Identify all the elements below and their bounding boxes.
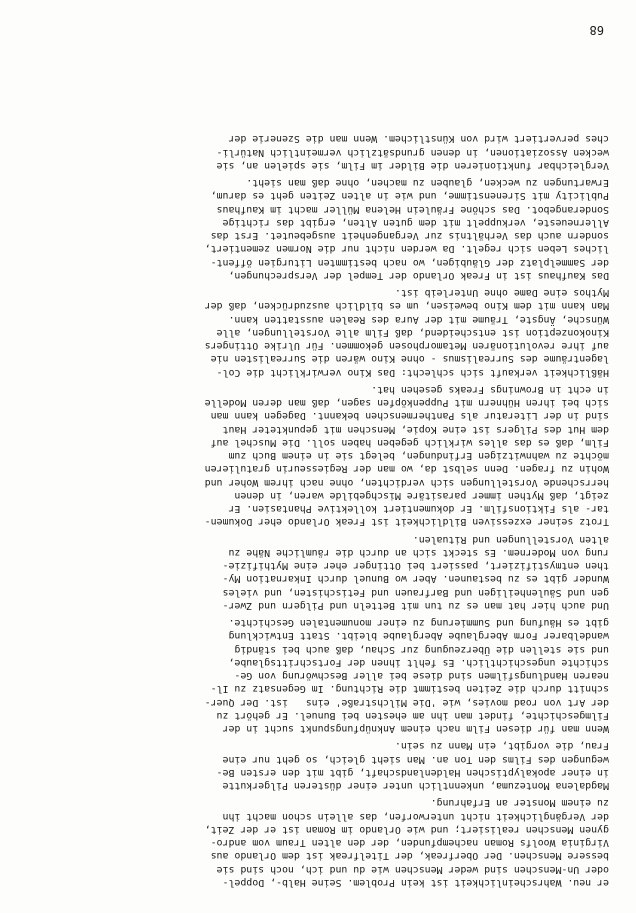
text-line: sind in der Literatur als Panthermenschen bekannt. Dagegen kann man xyxy=(210,410,609,422)
paragraph xyxy=(19,132,609,172)
text-line: Virginia Woolfs Roman nachempfunden, der den alten Traum vom andro- xyxy=(210,837,609,849)
text-line: liches Leben sich regelt. Da werden nicht nur die Normen zementiert, xyxy=(204,243,609,255)
text-line: Häßlichkeit verkauft sich schlecht: Das Kino verwirklicht die Col- xyxy=(216,366,609,378)
text-line: der Sammelplatz der Gläubigen, wo nach bestimmten Liturgien öffent- xyxy=(210,256,609,268)
paragraph xyxy=(19,286,609,379)
text-line: gen und Säulenheiligen und Barfrauen und Fetischisten, und vieles xyxy=(222,586,609,598)
text-line: der Vergänglichkeit nicht unterworfen, das allein schon macht ihn xyxy=(222,810,609,822)
text-line: Wenn man für diesen Film nach einem Anknüpfungspunkt sucht in der xyxy=(222,723,609,735)
paragraph xyxy=(19,796,609,889)
text-line: Filmgeschichte, findet man ihn am ehesten bei Bunuel. Er gehört zu xyxy=(216,710,609,721)
text-line: oder Un-Menschen sind weder Menschen wie du und ich, noch sind sie xyxy=(216,863,609,875)
text-line: Film, daß es das alles wirklich gegeben haben soll. Die Muschel auf xyxy=(210,437,609,448)
text-line: tar- als Fiktionsfilm. Er dokumentiert kollektive Phantasien. Er xyxy=(228,503,609,515)
text-line: then entmystifiziert, passiert bei Ottinger eher eine Mythifizie- xyxy=(222,560,609,572)
text-line: schnitt durch die Zeiten bestimmt die Richtung. Im Gegensatz zu Il- xyxy=(210,683,609,695)
text-line: wegungen des Films den Ton an. Man sieht gleich, so geht nur eine xyxy=(222,753,609,765)
text-line: rung von Modernem. Es steckt sich an durch die räumliche Nähe zu xyxy=(228,547,609,558)
text-line: Magdalena Montezuma, unkenntlich unter einer düsteren Pilgerkutte xyxy=(222,780,609,792)
paragraph xyxy=(19,383,609,529)
text-line: Kinokonzeption ist entscheidend, daß Film alle Vorstellungen, alle xyxy=(216,327,609,338)
page-number: 68 xyxy=(589,23,604,37)
text-line: Das Kaufhaus ist in Freak Orlando der Tempel der Versprechungen, xyxy=(228,270,609,281)
text-line: wandelbarer Form Aberglaube Aberglaube bleibt. Statt Entwicklung xyxy=(228,630,609,642)
text-line: möchte zu wahnwitzigen Erfindungen, belegt sie in einem Buch zum xyxy=(228,450,609,462)
text-line: schichte ungeschichtlich. Es fehlt ihnen der Fortschrittsglaube, xyxy=(228,657,609,668)
text-line: in echt in Brownings Freaks gesehen hat. xyxy=(371,384,609,395)
text-line: zeigt, daß Mythen immer parasitäre Mischgebilde waren, in denen xyxy=(234,490,609,501)
text-line: wecken Assoziationen, in denen grundsätzlich vermeintlich Natürli- xyxy=(216,146,609,158)
text-line: Frau, die vorgibt, ein Mann zu sein. xyxy=(394,740,609,752)
text-line: Wohin zu fragen. Denn selbst da, wo man der Regiesseurin gratulieren xyxy=(204,463,609,475)
text-line: Und auch hier hat man es zu tun mit Betteln und Pilgern und Zwer- xyxy=(222,600,609,611)
text-line: sich bei ihren Hühnern mit Puppenköpfen sagen, daß man deren Modelle xyxy=(204,397,609,409)
text-line: lagenträume des Surrealismus - ohne Kino wären die Surrealisten nie xyxy=(210,353,609,365)
paragraph xyxy=(19,533,609,613)
text-line: ches pervertiert wird von Künstlichem. Wenn man die Szenerie der xyxy=(228,133,609,145)
text-line: der Art von road movies, wie 'Die Milchstraße' eins ist. Der Quer- xyxy=(204,696,609,708)
text-line: Wunder gibt es zu bestaunen. Aber wo Bunuel durch Inkarnation My- xyxy=(222,573,609,585)
text-line: er neu. Wahrscheinlichkeit ist kein Problem. Seine Halb-, Doppel- xyxy=(222,877,609,888)
text-line: auf ihre revolutionären Metamorphosen gekommen. Für Ulrike Ottingers xyxy=(204,340,609,352)
text-line: Mythos eine Dame ohne Unterleib ist. xyxy=(394,287,609,299)
text-line: Erwartungen zu wecken, glauben zu machen, ohne daß man sieht. xyxy=(246,177,609,189)
text-line: gynen Menschen realisiert; und wie Orlando im Roman ist er der Zeit, xyxy=(204,824,609,835)
text-line: alten Vorstellungen und Ritualen. xyxy=(412,533,609,545)
text-line: Vergleichbar funktionieren die Bilder im Film, sie spielen an, sie xyxy=(216,160,609,171)
text-line: Man kann mit dem Kino beweisen, um es bildlich auszudrücken, daß der xyxy=(204,300,609,312)
text-line: Sonderangebot. Das schöne Fräulein Helena Müller macht im Kaufhaus xyxy=(216,203,609,215)
text-line: in einer apokalyptischen Haldenlandschaft, gibt mit den ersten Be- xyxy=(216,767,609,778)
text-line: Wünsche, Ängste, Träume mit der Aura des Realen ausstatten kann. xyxy=(228,313,609,325)
text-line: nearen Handlungsfilmen sind diese bei aller Beschwörung von Ge- xyxy=(234,670,609,682)
text-line: Trotz seiner exzessiven Bildlichkeit ist Freak Orlando eher Dokumen- xyxy=(204,516,609,528)
paragraph xyxy=(19,176,609,282)
text-line: bessere Menschen. Der Oberfreak, der Titelfreak ist dem Orlando aus xyxy=(210,850,609,862)
text-line: sondern auch das Verhältnis zur Vergangenheit ausgebeutet. Erst das xyxy=(210,230,609,242)
text-line: dem Hut des Pilgers ist eine Kopie, Menschen mit gepunkteter Haut xyxy=(222,423,609,435)
text-line: Allerneueste, verkuppelt mit dem guten Alten, ergibt das richtige xyxy=(222,217,609,228)
text-line: gibt es Häufung und Summierung zu einer monumentalen Geschichte. xyxy=(228,617,609,629)
text-line: herrschende Vorstellungen sich verdichten, ohne nach ihrem Woher und xyxy=(204,476,609,488)
paragraph xyxy=(19,739,609,792)
paragraph xyxy=(19,616,609,735)
text-line: zu einem Monster an Erfahrung. xyxy=(430,797,609,809)
text-line: und sie stellen die Überzeugung zur Schau, daß auch bei ständig xyxy=(234,643,609,655)
text-line: Publicity mit Sirenenstimme, und wie in alten Zeiten geht es darum, xyxy=(210,190,609,202)
body-text xyxy=(19,132,609,889)
